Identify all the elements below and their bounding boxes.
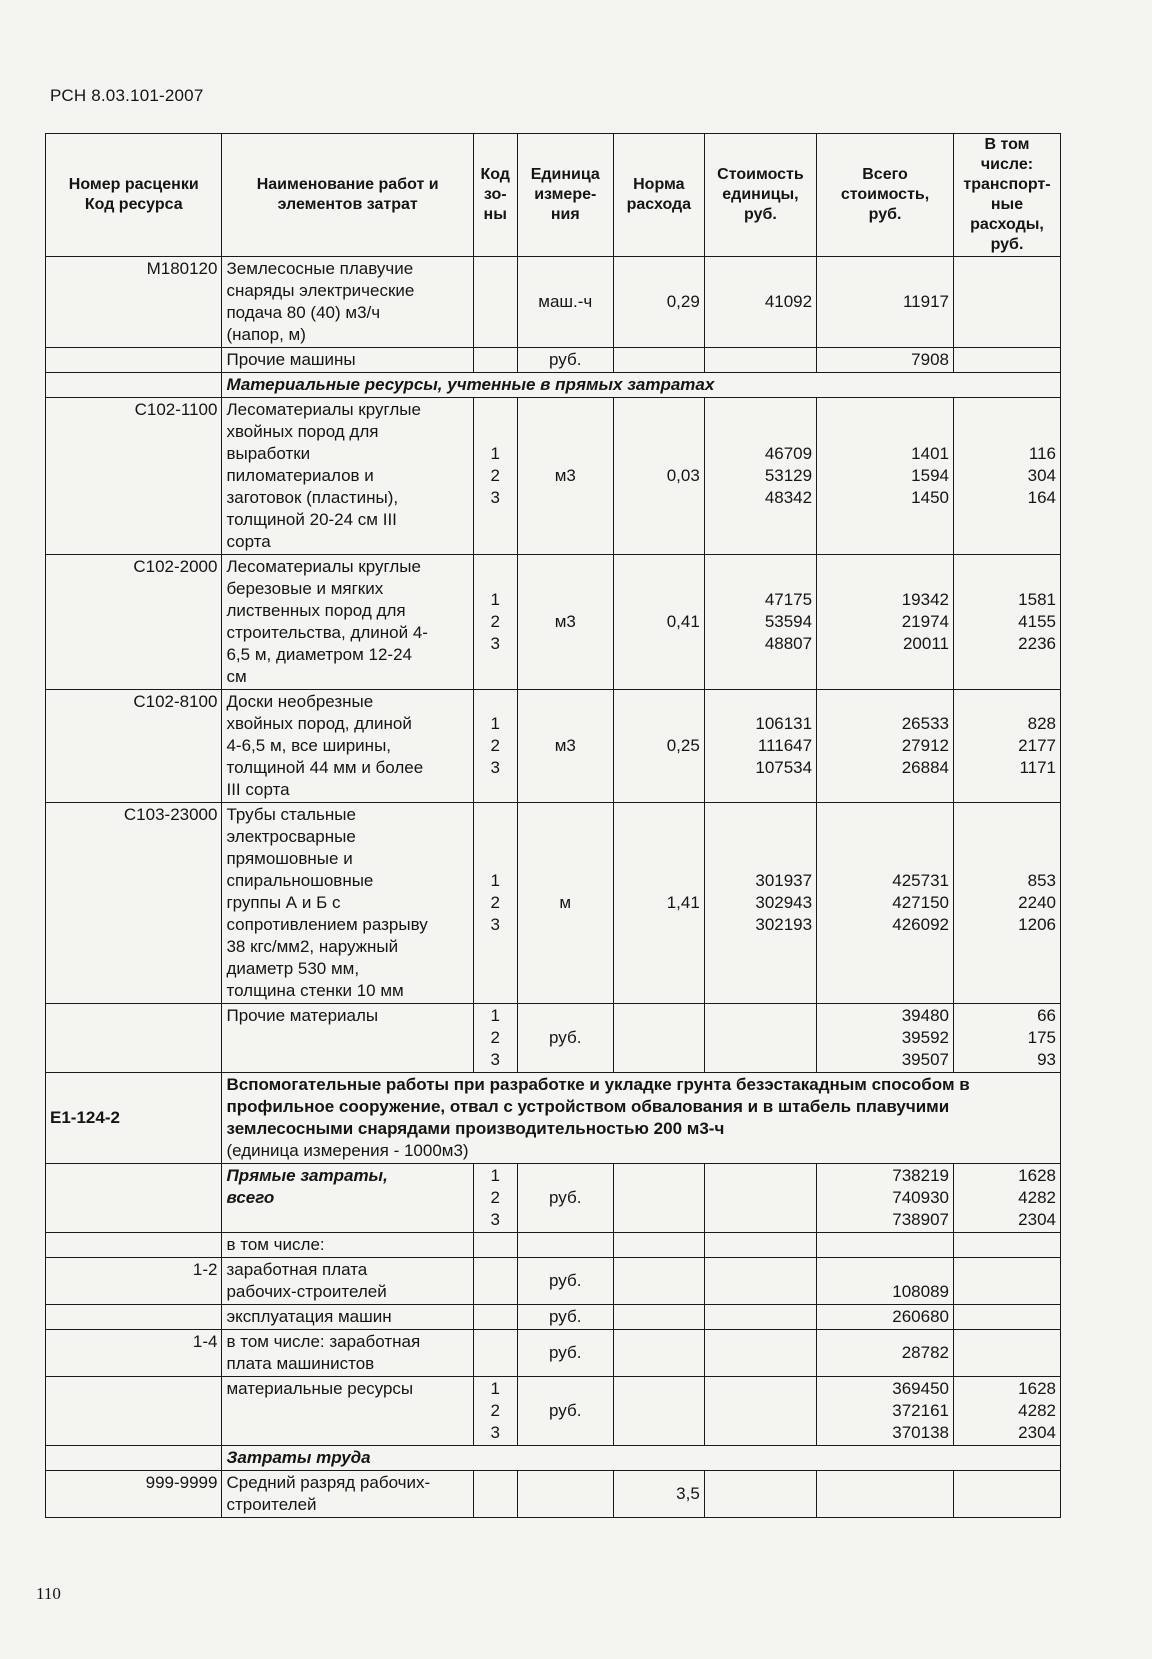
col-header-zone: Код зо- ны (473, 134, 517, 257)
resource-name: Прочие машины (222, 348, 473, 373)
empty-cell (473, 1330, 517, 1377)
unit: м3 (517, 398, 613, 555)
resource-name: Доски необрезные хвойных пород, длиной 4-6,5 м, все ширины, толщиной 44 мм и более III сорта (222, 690, 473, 803)
zone-codes (473, 257, 517, 348)
resource-name: материальные ресурсы (222, 1377, 473, 1446)
table-row (46, 1258, 1061, 1305)
empty-cell (473, 1305, 517, 1330)
empty-cell (517, 1233, 613, 1258)
rate-description (222, 1073, 1061, 1164)
resource-name: Землесосные плавучие снаряды электрические подача 80 (40) м3/ч (напор, м) (222, 257, 473, 348)
transport-cost: 828 2177 1171 (953, 690, 1060, 803)
norm: 1,41 (613, 803, 704, 1004)
col-header-total: Всего стоимость, руб. (817, 134, 954, 257)
table-row (46, 1305, 1061, 1330)
total-cost: 7908 (817, 348, 954, 373)
empty-cell (953, 1233, 1060, 1258)
total-cost: 39480 39592 39507 (817, 1004, 954, 1073)
resource-code (46, 1377, 222, 1446)
zone-codes: 1 2 3 (473, 1004, 517, 1073)
transport-cost: 853 2240 1206 (953, 803, 1060, 1004)
resource-code (46, 348, 222, 373)
resource-code: 999-9999 (46, 1471, 222, 1518)
rate-title: Вспомогательные работы при разработке и укладке грунта безэстакадным способом в профильное сооружение, отвал с устройством обвалования и в штабель плавучими землесосными снарядами производительностью 200 м3-ч (226, 1075, 970, 1138)
unit-cost: 41092 (704, 257, 816, 348)
norm (613, 1164, 704, 1233)
resource-code (46, 1004, 222, 1073)
table-row (46, 555, 1061, 690)
zone-codes: 1 2 3 (473, 555, 517, 690)
empty-cell (704, 1258, 816, 1305)
empty-cell (613, 1330, 704, 1377)
labor-section-heading: Затраты труда (222, 1446, 1061, 1471)
resource-code: 1-2 (46, 1258, 222, 1305)
empty-cell (473, 1233, 517, 1258)
section-spacer (46, 1446, 222, 1471)
transport-cost: 66 175 93 (953, 1004, 1060, 1073)
table-row (46, 1471, 1061, 1518)
table-row (46, 690, 1061, 803)
total-cost: 1401 1594 1450 (817, 398, 954, 555)
table-row (46, 398, 1061, 555)
rate-code-text: Е1-124-2 (50, 1108, 120, 1127)
empty-cell (817, 1471, 954, 1518)
rate-measure-unit: (единица измерения - 1000м3) (226, 1141, 469, 1160)
rate-header-row (46, 1073, 1061, 1164)
empty-cell (704, 1233, 816, 1258)
empty-cell (704, 1471, 816, 1518)
col-header-unit-cost: Стоимость единицы, руб. (704, 134, 816, 257)
resource-name: эксплуатация машин (222, 1305, 473, 1330)
direct-costs-label: Прямые затраты, всего (222, 1164, 473, 1233)
resource-name: заработная плата рабочих-строителей (222, 1258, 473, 1305)
resource-name: Трубы стальные электросварные прямошовные и спиральношовные группы А и Б с сопротивлением разрыву 38 кгс/мм2, наружный диаметр 530 мм, толщина стенки 10 мм (222, 803, 473, 1004)
col-header-transport: В том числе: транспорт- ные расходы, руб. (953, 134, 1060, 257)
transport-cost (953, 257, 1060, 348)
unit-cost (704, 1164, 816, 1233)
table-row (46, 257, 1061, 348)
table-row (46, 1004, 1061, 1073)
total-cost: 738219 740930 738907 (817, 1164, 954, 1233)
table-header-row (46, 134, 1061, 257)
total-cost: 19342 21974 20011 (817, 555, 954, 690)
total-cost: 26533 27912 26884 (817, 690, 954, 803)
page-number: 110 (36, 1584, 61, 1603)
empty-cell (704, 1305, 816, 1330)
section-spacer (46, 373, 222, 398)
including-label: в том числе: (222, 1233, 473, 1258)
unit-cost: 106131 111647 107534 (704, 690, 816, 803)
empty-cell (613, 1233, 704, 1258)
unit: руб. (517, 1258, 613, 1305)
resource-code (46, 1164, 222, 1233)
empty-cell (953, 1330, 1060, 1377)
col-header-name: Наименование работ и элементов затрат (222, 134, 473, 257)
zone-codes: 1 2 3 (473, 690, 517, 803)
unit: руб. (517, 348, 613, 373)
resource-code: С102-2000 (46, 555, 222, 690)
norm: 0,25 (613, 690, 704, 803)
resource-code: С102-1100 (46, 398, 222, 555)
table-row (46, 1377, 1061, 1446)
transport-cost: 1581 4155 2236 (953, 555, 1060, 690)
norm: 3,5 (613, 1471, 704, 1518)
zone-codes (473, 348, 517, 373)
rates-table (45, 133, 1061, 1518)
empty-cell (704, 1377, 816, 1446)
empty-cell (704, 1330, 816, 1377)
resource-code (46, 1233, 222, 1258)
empty-cell (953, 1471, 1060, 1518)
empty-cell (613, 1305, 704, 1330)
transport-cost: 116 304 164 (953, 398, 1060, 555)
transport-cost (953, 348, 1060, 373)
unit: руб. (517, 1164, 613, 1233)
total-cost: 28782 (817, 1330, 954, 1377)
norm (613, 348, 704, 373)
unit-cost: 301937 302943 302193 (704, 803, 816, 1004)
transport-cost: 1628 4282 2304 (953, 1164, 1060, 1233)
unit-cost (704, 1004, 816, 1073)
empty-cell (473, 1258, 517, 1305)
norm: 0,03 (613, 398, 704, 555)
resource-name: в том числе: заработная плата машинистов (222, 1330, 473, 1377)
unit: м3 (517, 555, 613, 690)
table-row (46, 1233, 1061, 1258)
materials-section-heading: Материальные ресурсы, учтенные в прямых затратах (222, 373, 1061, 398)
unit: руб. (517, 1004, 613, 1073)
unit-cost: 47175 53594 48807 (704, 555, 816, 690)
resource-code: 1-4 (46, 1330, 222, 1377)
total-cost: 369450 372161 370138 (817, 1377, 954, 1446)
resource-code (46, 1305, 222, 1330)
total-cost: 11917 (817, 257, 954, 348)
rate-code (46, 1073, 222, 1164)
unit: м (517, 803, 613, 1004)
zone-codes: 1 2 3 (473, 1377, 517, 1446)
section-row (46, 373, 1061, 398)
resource-code: С102-8100 (46, 690, 222, 803)
document-code: РСН 8.03.101-2007 (50, 86, 204, 105)
unit: руб. (517, 1305, 613, 1330)
total-cost: 260680 (817, 1305, 954, 1330)
unit: маш.-ч (517, 257, 613, 348)
norm: 0,41 (613, 555, 704, 690)
resource-name: Прочие материалы (222, 1004, 473, 1073)
table-row (46, 803, 1061, 1004)
total-cost: 108089 (817, 1258, 954, 1305)
resource-name: Средний разряд рабочих- строителей (222, 1471, 473, 1518)
table-row (46, 1164, 1061, 1233)
empty-cell (473, 1471, 517, 1518)
empty-cell (953, 1258, 1060, 1305)
resource-name: Лесоматериалы круглые березовые и мягких лиственных пород для строительства, длиной 4- 6,5 м, диаметром 12-24 см (222, 555, 473, 690)
unit: руб. (517, 1377, 613, 1446)
table-row (46, 348, 1061, 373)
empty-cell (953, 1305, 1060, 1330)
norm: 0,29 (613, 257, 704, 348)
empty-cell (817, 1233, 954, 1258)
col-header-unit: Единица измере- ния (517, 134, 613, 257)
unit: м3 (517, 690, 613, 803)
zone-codes: 1 2 3 (473, 1164, 517, 1233)
resource-code: М180120 (46, 257, 222, 348)
table-row (46, 1330, 1061, 1377)
empty-cell (613, 1377, 704, 1446)
unit: руб. (517, 1330, 613, 1377)
col-header-code: Номер расценки Код ресурса (46, 134, 222, 257)
col-header-norm: Норма расхода (613, 134, 704, 257)
resource-code: С103-23000 (46, 803, 222, 1004)
zone-codes: 1 2 3 (473, 398, 517, 555)
unit-cost: 46709 53129 48342 (704, 398, 816, 555)
unit-cost (704, 348, 816, 373)
norm (613, 1004, 704, 1073)
resource-name: Лесоматериалы круглые хвойных пород для выработки пиломатериалов и заготовок (пластины), толщиной 20-24 см III сорта (222, 398, 473, 555)
transport-cost: 1628 4282 2304 (953, 1377, 1060, 1446)
total-cost: 425731 427150 426092 (817, 803, 954, 1004)
empty-cell (613, 1258, 704, 1305)
zone-codes: 1 2 3 (473, 803, 517, 1004)
section-row (46, 1446, 1061, 1471)
empty-cell (517, 1471, 613, 1518)
